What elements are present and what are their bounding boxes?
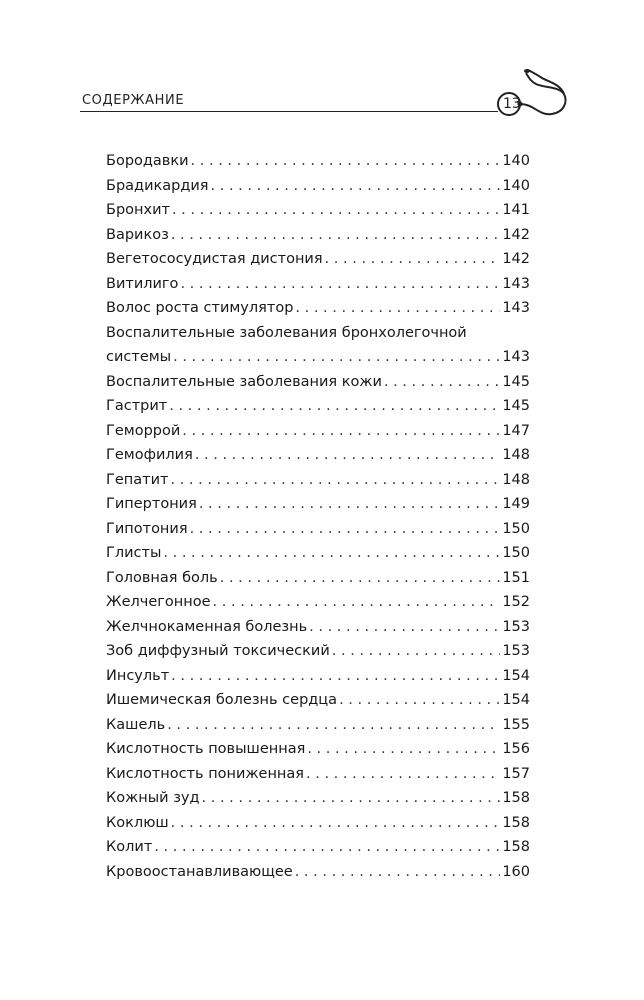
toc-entry-title: Варикоз (106, 226, 169, 243)
toc-entry (106, 762, 530, 787)
toc-entry (106, 688, 530, 713)
toc-entry-page: 157 (502, 765, 530, 782)
dot-leader (202, 786, 501, 811)
dot-leader (154, 835, 500, 860)
toc-entry-page: 153 (502, 643, 530, 659)
toc-entry (106, 247, 530, 272)
dot-leader (213, 590, 501, 615)
toc-entry-title: Желчнокаменная болезнь (106, 618, 308, 635)
toc-entry-page: 150 (502, 520, 530, 537)
toc-entry-page: 148 (502, 447, 530, 463)
toc-entry-row (106, 737, 530, 762)
toc-entry-row (106, 811, 530, 836)
toc-entry (106, 835, 530, 860)
toc-entry-row (106, 688, 530, 713)
toc-entry (106, 737, 530, 762)
toc-entry-page: 141 (502, 202, 530, 218)
toc-entry-row (106, 664, 530, 689)
toc-entry-page: 150 (502, 545, 530, 561)
toc-entry-row (106, 370, 530, 395)
toc-entry-title: Гемофилия (106, 447, 193, 463)
toc-entry (106, 664, 530, 689)
toc-entry-page: 140 (502, 153, 530, 169)
toc-entry-row (106, 566, 530, 591)
toc-entry-title: Кашель (106, 716, 166, 733)
toc-entry-title: Геморрой (106, 422, 181, 439)
toc-entry-page: 143 (502, 300, 530, 316)
toc-entry-title: Воспалительные заболевания кожи (106, 373, 382, 390)
toc-entry (106, 443, 530, 468)
toc-entry (106, 272, 530, 297)
toc-entry-title: Бронхит (106, 202, 170, 218)
toc-entry (106, 860, 530, 885)
toc-entry-title-line: Воспалительные заболевания бронхолегочной (106, 324, 467, 341)
toc-entry-row (106, 198, 530, 223)
toc-entry-row (106, 468, 530, 493)
toc-entry-page: 145 (502, 373, 530, 390)
toc-entry-title: Гастрит (106, 398, 168, 414)
toc-entry-row (106, 639, 530, 664)
dot-leader (332, 639, 501, 664)
toc-entry-page: 158 (502, 790, 530, 806)
dot-leader (195, 443, 501, 468)
toc-entry-title: Инсульт (106, 667, 170, 684)
toc-entry (106, 811, 530, 836)
toc-entry-title: Кислотность пониженная (106, 765, 305, 782)
toc-entry (106, 492, 530, 517)
toc-entry (106, 198, 530, 223)
toc-entry-row (106, 223, 530, 248)
page-number: 13 (503, 96, 521, 112)
toc-entry (106, 615, 530, 640)
toc-entry (106, 786, 530, 811)
toc-entry-page: 155 (502, 716, 530, 733)
toc-entry-title: Брадикардия (106, 177, 209, 194)
toc-entry-page: 147 (502, 422, 530, 439)
dot-leader (171, 223, 501, 248)
toc-entry (106, 223, 530, 248)
toc-entry-page: 156 (502, 741, 530, 757)
toc-entry-row (106, 517, 530, 542)
dot-leader (295, 860, 501, 885)
toc-entry-title: Зоб диффузный токсический (106, 643, 330, 659)
dot-leader (295, 296, 500, 321)
toc-entry (106, 370, 530, 395)
dot-leader (306, 762, 500, 787)
toc-entry-page: 154 (502, 692, 530, 708)
dot-leader (180, 272, 500, 297)
toc-entry-row (106, 394, 530, 419)
toc-entry-page: 153 (502, 618, 530, 635)
toc-entry-title: Бородавки (106, 153, 189, 169)
toc-entry-page: 143 (502, 275, 530, 292)
toc-entry-title: Головная боль (106, 569, 218, 586)
dot-leader (309, 615, 500, 640)
toc-entry-title: Кожный зуд (106, 790, 200, 806)
toc-entry-row (106, 174, 530, 199)
toc-entry-row (106, 860, 530, 885)
toc-entry-page: 143 (502, 349, 530, 365)
toc-entry (106, 541, 530, 566)
toc-entry-title: Ишемическая болезнь сердца (106, 692, 338, 708)
toc-entry-title: Волос роста стимулятор (106, 300, 294, 316)
toc-entry-title: Вегетососудистая дистония (106, 251, 323, 267)
toc-entry (106, 713, 530, 738)
dot-leader (171, 811, 501, 836)
toc-entry-row (106, 590, 530, 615)
toc-entry-title: Витилиго (106, 275, 179, 292)
toc-entry-page: 145 (502, 398, 530, 414)
toc-entry-title: Кислотность повышенная (106, 741, 306, 757)
toc-entry (106, 296, 530, 321)
toc-entry-title: Гипертония (106, 496, 197, 512)
dot-leader (167, 713, 500, 738)
toc-entry-page: 158 (502, 839, 530, 855)
toc-entry-row (106, 541, 530, 566)
toc-entry-title: системы (106, 349, 172, 365)
toc-entry-title: Коклюш (106, 814, 169, 831)
toc-entry (106, 394, 530, 419)
toc-entry-title: Глисты (106, 545, 162, 561)
toc-entry-row (106, 272, 530, 297)
toc-entry (106, 468, 530, 493)
toc-entry-title: Гипотония (106, 520, 188, 537)
toc-entry-row (106, 762, 530, 787)
dot-leader (182, 419, 500, 444)
toc-entry-page: 142 (502, 251, 530, 267)
toc-entry-title: Желчегонное (106, 594, 211, 610)
toc-entry-row (106, 615, 530, 640)
toc-entry-row (106, 713, 530, 738)
toc-entry-page: 148 (502, 471, 530, 488)
header-divider (80, 111, 498, 112)
toc-entry (106, 590, 530, 615)
toc-entry-row (106, 492, 530, 517)
toc-entry (106, 566, 530, 591)
toc-entry-page: 149 (502, 496, 530, 512)
dot-leader (339, 688, 500, 713)
dot-leader (169, 394, 500, 419)
toc-entry-page: 158 (502, 814, 530, 831)
toc-entry-row (106, 419, 530, 444)
toc-entry-row (106, 443, 530, 468)
toc-entry-page: 152 (502, 594, 530, 610)
dot-leader (173, 345, 500, 370)
dot-leader (171, 664, 500, 689)
dot-leader (190, 517, 501, 542)
toc-entry-row (106, 786, 530, 811)
table-of-contents (106, 149, 530, 884)
dot-leader (172, 198, 500, 223)
toc-entry-title: Кровоостанавливающее (106, 863, 293, 880)
toc-entry-page: 151 (502, 569, 530, 586)
stethoscope-icon (494, 64, 574, 124)
dot-leader (220, 566, 501, 591)
toc-entry (106, 174, 530, 199)
toc-entry (106, 639, 530, 664)
toc-entry (106, 321, 530, 370)
toc-entry-row (106, 149, 530, 174)
dot-leader (163, 541, 500, 566)
toc-entry (106, 419, 530, 444)
toc-entry-page: 140 (502, 177, 530, 194)
toc-entry (106, 149, 530, 174)
toc-entry-page: 154 (502, 667, 530, 684)
toc-entry-title: Колит (106, 839, 153, 855)
dot-leader (325, 247, 501, 272)
dot-leader (307, 737, 500, 762)
dot-leader (191, 149, 501, 174)
toc-entry-row (106, 345, 530, 370)
dot-leader (384, 370, 500, 395)
dot-leader (211, 174, 501, 199)
toc-entry-page: 160 (502, 863, 530, 880)
toc-entry-row (106, 296, 530, 321)
section-title: СОДЕРЖАНИЕ (82, 93, 185, 108)
toc-entry-title: Гепатит (106, 471, 169, 488)
dot-leader (170, 468, 500, 493)
toc-entry-row (106, 835, 530, 860)
dot-leader (199, 492, 500, 517)
toc-entry (106, 517, 530, 542)
toc-entry-page: 142 (502, 226, 530, 243)
toc-entry-row (106, 247, 530, 272)
